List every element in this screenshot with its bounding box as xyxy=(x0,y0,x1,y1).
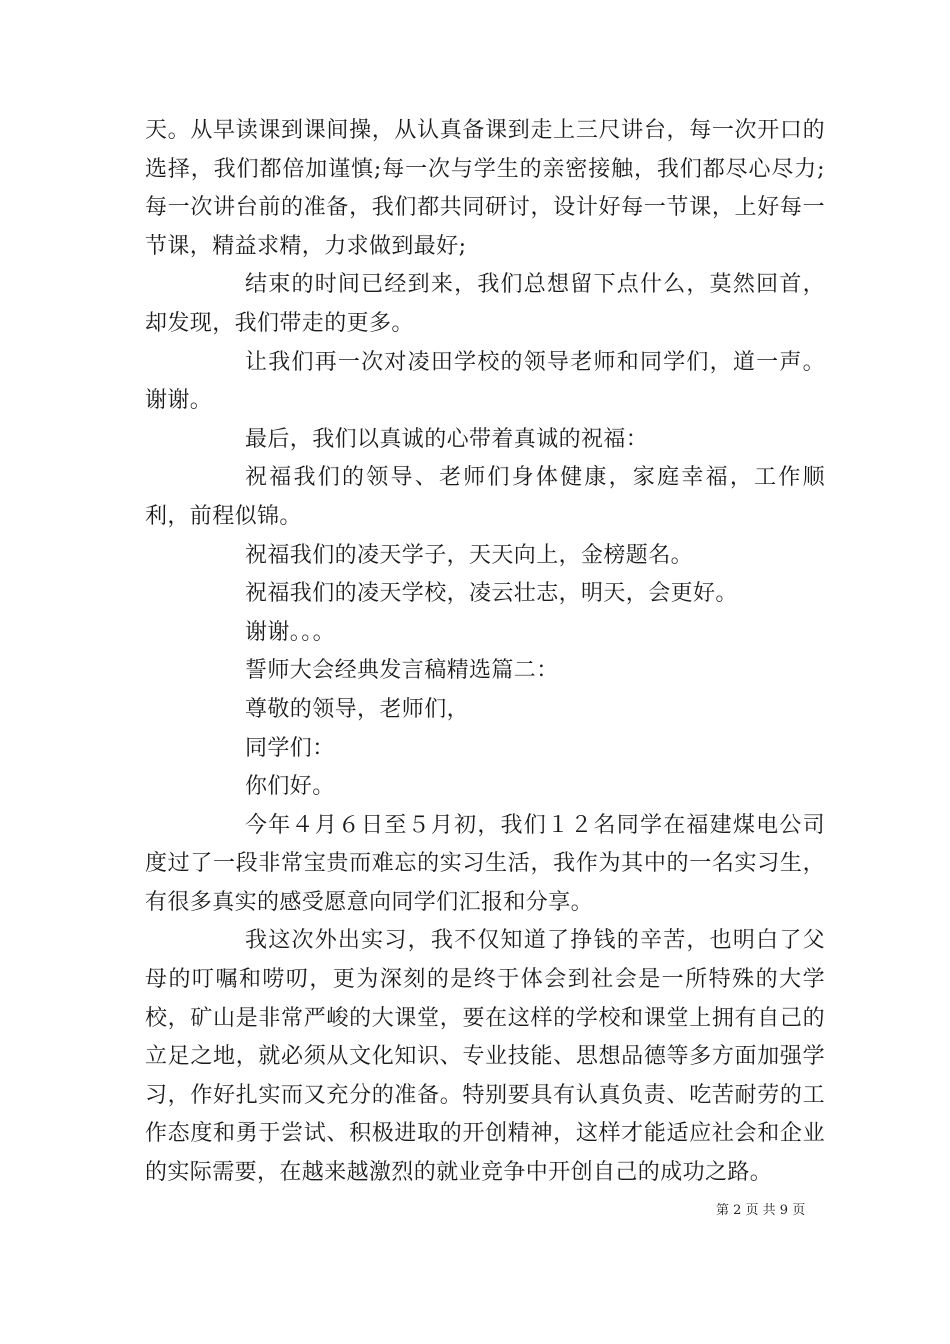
document-body xyxy=(145,112,825,1193)
paragraph: 祝福我们的领导、老师们身体健康，家庭幸福，工作顺利，前程似锦。 xyxy=(145,465,825,529)
salutation: 同学们： xyxy=(245,735,335,761)
paragraph: 我这次外出实习，我不仅知道了挣钱的辛苦，也明白了父母的叮嘱和唠叨，更为深刻的是终于体会到社会是一所特殊的大学校，矿山是非常严峻的大课堂，要在这样的学校和课堂上拥有自己的立足之地，就必须从文化知识、专业技能、思想品德等多方面加强学习，作好扎实而又充分的准备。特别要具有认真负责、吃苦耐劳的工作态度和勇于尝试、积极进取的开创精神，这样才能适应社会和企业的实际需要，在越来越激烈的就业竞争中开创自己的成功之路。 xyxy=(145,928,825,1186)
paragraph: 祝福我们的凌天学校，凌云壮志，明天，会更好。 xyxy=(245,581,738,607)
greeting: 你们好。 xyxy=(245,774,335,800)
paragraph: 结束的时间已经到来，我们总想留下点什么，莫然回首，却发现，我们带走的更多。 xyxy=(145,272,825,336)
paragraph: 最后，我们以真诚的心带着真诚的祝福： xyxy=(245,426,649,452)
section-heading: 誓师大会经典发言稿精选篇二： xyxy=(245,658,559,684)
paragraph: 让我们再一次对凌田学校的领导老师和同学们，道一声。谢谢。 xyxy=(145,349,825,414)
paragraph: 祝福我们的凌天学子，天天向上，金榜题名。 xyxy=(245,542,694,568)
salutation: 尊敬的领导，老师们， xyxy=(245,696,470,722)
page-number: 第 2 页 共 9 页 xyxy=(716,1203,806,1218)
paragraph: 谢谢。。。 xyxy=(245,619,336,645)
paragraph: 今年４月６日至５月初，我们１２名同学在福建煤电公司度过了一段非常宝贵而难忘的实习生活，我作为其中的一名实习生，有很多真实的感受愿意向同学们汇报和分享。 xyxy=(145,812,825,915)
paragraph: 天。从早读课到课间操，从认真备课到走上三尺讲台，每一次开口的选择，我们都倍加谨慎;每一次与学生的亲密接触，我们都尽心尽力;每一次讲台前的准备，我们都共同研讨，设计好每一节课，上好每一节课，精益求精，力求做到最好; xyxy=(145,118,825,259)
